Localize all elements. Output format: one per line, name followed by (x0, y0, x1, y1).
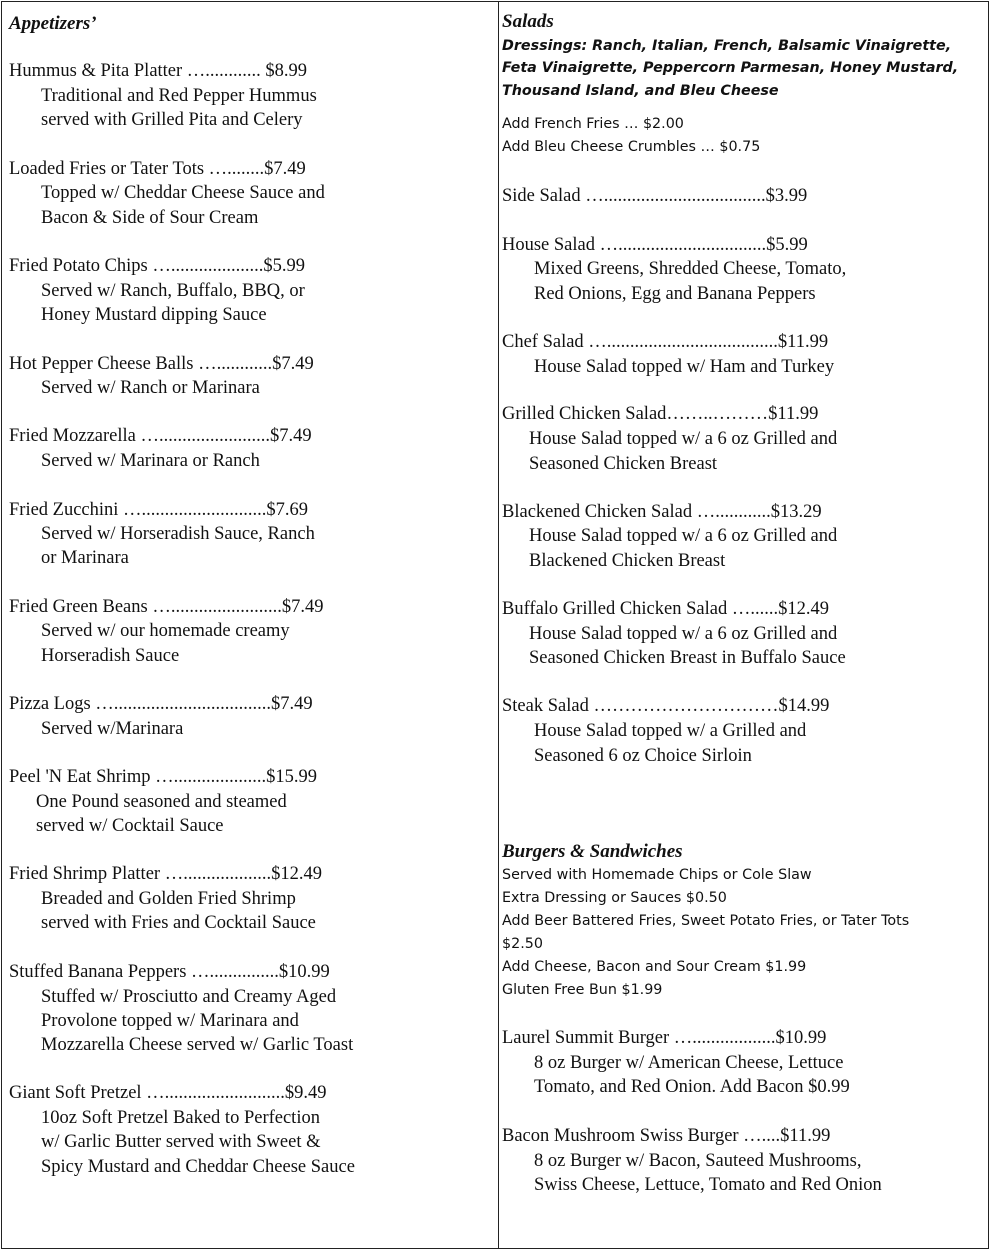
appetizer-hummus-desc-1: Traditional and Red Pepper Hummus (41, 86, 317, 106)
burger-laurel-summit-desc-1: 8 oz Burger w/ American Cheese, Lettuce (534, 1053, 844, 1073)
appetizer-zucchini-desc-1: Served w/ Horseradish Sauce, Ranch (41, 524, 315, 544)
burgers-note-4: $2.50 (502, 936, 543, 952)
salad-blackened-chicken-name: Blackened Chicken Salad …............$13.29 (502, 502, 822, 522)
salad-blackened-chicken-desc-2: Blackened Chicken Breast (529, 551, 726, 571)
appetizer-shrimp-name: Peel 'N Eat Shrimp …....................$15.99 (9, 767, 318, 787)
appetizer-hummus-desc-2: served with Grilled Pita and Celery (41, 110, 303, 130)
appetizer-banana-peppers-desc-3: Mozzarella Cheese served w/ Garlic Toast (41, 1035, 354, 1055)
burgers-note-5: Add Cheese, Bacon and Sour Cream $1.99 (502, 959, 807, 975)
appetizer-potato-chips-name: Fried Potato Chips …....................$5.99 (9, 256, 306, 276)
appetizer-green-beans-desc-1: Served w/ our homemade creamy (41, 621, 290, 641)
burgers-title: Burgers & Sandwiches (502, 841, 683, 862)
salads-dressings-2: Feta Vinaigrette, Peppercorn Parmesan, Honey Mustard, (502, 60, 959, 76)
salads-addon-1: Add French Fries … $2.00 (502, 116, 684, 132)
salad-chef-desc-1: House Salad topped w/ Ham and Turkey (534, 357, 835, 377)
salad-side-name: Side Salad …...................................$3.99 (502, 186, 808, 206)
appetizer-cheese-balls-desc-1: Served w/ Ranch or Marinara (41, 378, 260, 398)
appetizer-loaded-fries-desc-2: Bacon & Side of Sour Cream (41, 208, 259, 228)
salads-dressings-1: Dressings: Ranch, Italian, French, Balsamic Vinaigrette, (502, 38, 952, 54)
appetizer-potato-chips-desc-2: Honey Mustard dipping Sauce (41, 305, 267, 325)
appetizer-shrimp-desc-2: served w/ Cocktail Sauce (36, 816, 224, 836)
appetizer-pretzel-desc-1: 10oz Soft Pretzel Baked to Perfection (41, 1108, 320, 1128)
salad-grilled-chicken-desc-2: Seasoned Chicken Breast (529, 454, 718, 474)
appetizer-pizza-logs-name: Pizza Logs …..................................$7.49 (9, 694, 313, 714)
appetizer-shrimp-platter-desc-1: Breaded and Golden Fried Shrimp (41, 889, 296, 909)
salad-buffalo-chicken-name: Buffalo Grilled Chicken Salad …......$12.49 (502, 599, 829, 619)
burger-bacon-mushroom-swiss-desc-2: Swiss Cheese, Lettuce, Tomato and Red Onion (534, 1175, 882, 1195)
appetizer-zucchini-desc-2: or Marinara (41, 548, 129, 568)
burgers-note-1: Served with Homemade Chips or Cole Slaw (502, 867, 812, 883)
salad-chef-name: Chef Salad ….....................................$11.99 (502, 332, 829, 352)
salad-grilled-chicken-desc-1: House Salad topped w/ a 6 oz Grilled and (529, 429, 838, 449)
burger-laurel-summit-desc-2: Tomato, and Red Onion. Add Bacon $0.99 (534, 1077, 850, 1097)
appetizer-banana-peppers-name: Stuffed Banana Peppers …...............$10.99 (9, 962, 330, 982)
salad-blackened-chicken-desc-1: House Salad topped w/ a 6 oz Grilled and (529, 526, 838, 546)
appetizer-green-beans-desc-2: Horseradish Sauce (41, 646, 180, 666)
salad-grilled-chicken-name: Grilled Chicken Salad……..………$11.99 (502, 404, 819, 424)
appetizer-potato-chips-desc-1: Served w/ Ranch, Buffalo, BBQ, or (41, 281, 305, 301)
appetizer-shrimp-platter-desc-2: served with Fries and Cocktail Sauce (41, 913, 316, 933)
burgers-note-6: Gluten Free Bun $1.99 (502, 982, 663, 998)
salad-house-desc-2: Red Onions, Egg and Banana Peppers (534, 284, 816, 304)
column-divider (498, 2, 499, 1248)
appetizer-hummus-name: Hummus & Pita Platter …............ $8.99 (9, 61, 308, 81)
appetizer-cheese-balls-name: Hot Pepper Cheese Balls …............$7.49 (9, 354, 314, 374)
burgers-note-2: Extra Dressing or Sauces $0.50 (502, 890, 727, 906)
appetizer-pretzel-desc-3: Spicy Mustard and Cheddar Cheese Sauce (41, 1157, 355, 1177)
appetizer-pretzel-desc-2: w/ Garlic Butter served with Sweet & (41, 1132, 321, 1152)
burger-bacon-mushroom-swiss-name: Bacon Mushroom Swiss Burger …....$11.99 (502, 1126, 831, 1146)
salads-addon-2: Add Bleu Cheese Crumbles … $0.75 (502, 139, 761, 155)
salad-steak-name: Steak Salad …………………………$14.99 (502, 696, 830, 716)
burger-laurel-summit-name: Laurel Summit Burger …..................$10.99 (502, 1028, 827, 1048)
appetizer-mozzarella-name: Fried Mozzarella …........................$7.49 (9, 426, 312, 446)
appetizer-pizza-logs-desc-1: Served w/Marinara (41, 719, 184, 739)
appetizer-zucchini-name: Fried Zucchini …...........................$7.69 (9, 500, 309, 520)
appetizer-mozzarella-desc-1: Served w/ Marinara or Ranch (41, 451, 260, 471)
appetizer-loaded-fries-desc-1: Topped w/ Cheddar Cheese Sauce and (41, 183, 325, 203)
burger-bacon-mushroom-swiss-desc-1: 8 oz Burger w/ Bacon, Sauteed Mushrooms, (534, 1151, 862, 1171)
appetizer-green-beans-name: Fried Green Beans …........................$7.49 (9, 597, 324, 617)
salad-house-desc-1: Mixed Greens, Shredded Cheese, Tomato, (534, 259, 847, 279)
salad-steak-desc-1: House Salad topped w/ a Grilled and (534, 721, 807, 741)
salad-buffalo-chicken-desc-2: Seasoned Chicken Breast in Buffalo Sauce (529, 648, 846, 668)
salads-dressings-3: Thousand Island, and Bleu Cheese (502, 83, 779, 99)
salad-house-name: House Salad …................................$5.99 (502, 235, 808, 255)
salad-buffalo-chicken-desc-1: House Salad topped w/ a 6 oz Grilled and (529, 624, 838, 644)
appetizer-shrimp-desc-1: One Pound seasoned and steamed (36, 792, 287, 812)
salad-steak-desc-2: Seasoned 6 oz Choice Sirloin (534, 746, 752, 766)
appetizer-shrimp-platter-name: Fried Shrimp Platter …...................$12.49 (9, 864, 322, 884)
appetizer-pretzel-name: Giant Soft Pretzel …..........................$9.49 (9, 1083, 327, 1103)
burgers-note-3: Add Beer Battered Fries, Sweet Potato Fries, or Tater Tots (502, 913, 910, 929)
menu-page (1, 1, 989, 1249)
appetizer-banana-peppers-desc-2: Provolone topped w/ Marinara and (41, 1011, 299, 1031)
appetizer-banana-peppers-desc-1: Stuffed w/ Prosciutto and Creamy Aged (41, 987, 337, 1007)
appetizer-loaded-fries-name: Loaded Fries or Tater Tots …........$7.49 (9, 159, 306, 179)
salads-title: Salads (502, 11, 554, 32)
appetizers-title: Appetizers’ (9, 13, 97, 34)
